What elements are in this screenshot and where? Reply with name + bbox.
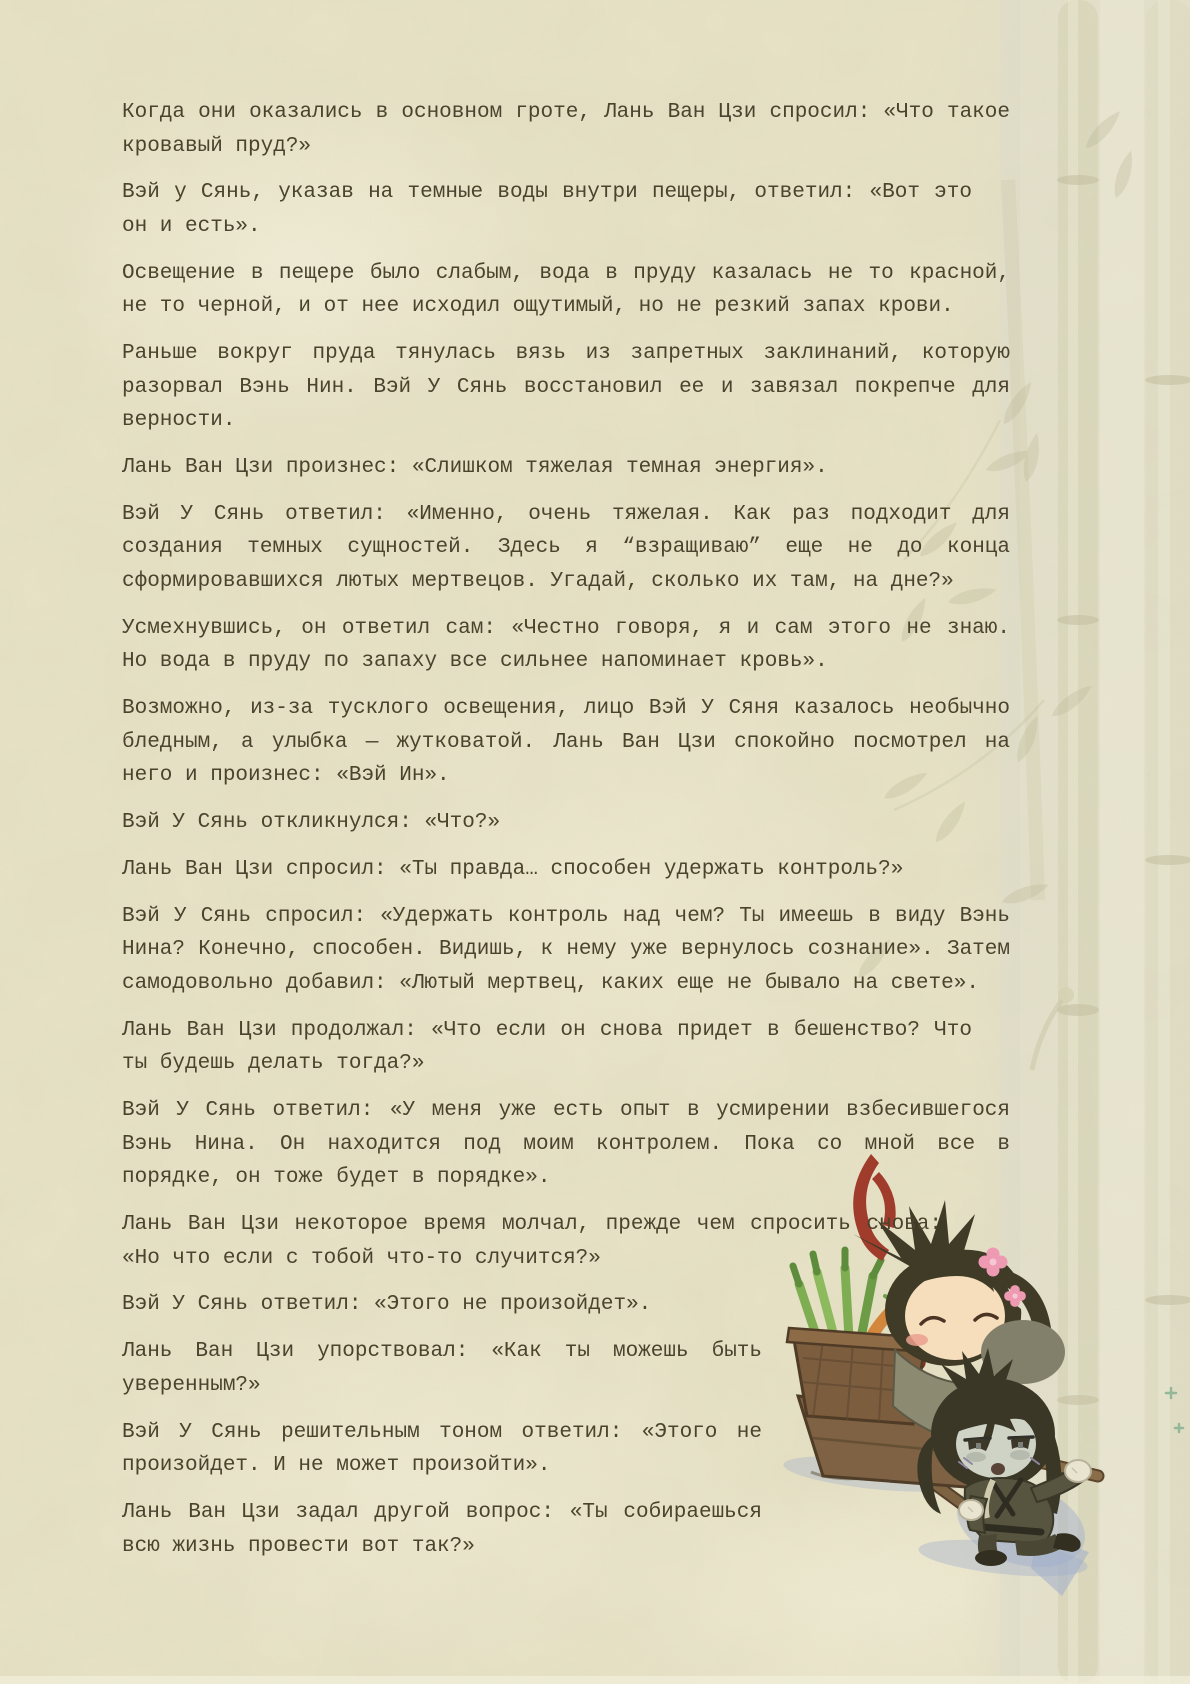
illustration-spacer bbox=[762, 1335, 1010, 1684]
paragraph: Лань Ван Цзи продолжал: «Что если он снова придет в бешенство? Что ты будешь делать тогда?» bbox=[122, 1018, 972, 1076]
paragraph: Лань Ван Цзи некоторое время молчал, прежде чем спросить снова: «Но что если с тобой что-то случится?» bbox=[122, 1213, 942, 1270]
paragraph: Усмехнувшись, он ответил сам: «Честно говоря, я и сам этого не знаю. Но вода в пруду по запаху все сильнее напоминает кровь». bbox=[122, 616, 1010, 674]
paragraph: Вэй У Сянь ответил: «Этого не произойдет». bbox=[122, 1293, 652, 1317]
story-text-column bbox=[122, 96, 1010, 1684]
paragraph: Вэй у Сянь, указав на темные воды внутри пещеры, ответил: «Вот это он и есть». bbox=[122, 181, 972, 238]
paragraph: Вэй У Сянь ответил: «У меня уже есть опыт в усмирении взбесившегося Вэнь Нина. Он находится под моим контролем. Пока со мной все в порядке, он тоже будет в порядке». bbox=[122, 1099, 1010, 1190]
paragraph: Лань Ван Цзи задал другой вопрос: «Ты собираешься всю жизнь провести вот так?» bbox=[122, 1500, 762, 1558]
paragraph: Вэй У Сянь откликнулся: «Что?» bbox=[122, 811, 501, 835]
paragraph: Раньше вокруг пруда тянулась вязь из запретных заклинаний, которую разорвал Вэнь Нин. Вэй У Сянь восстановил ее и завязал покрепче для верности. bbox=[122, 342, 1010, 433]
paragraph: Возможно, из-за тусклого освещения, лицо Вэй У Сяня казалось необычно бледным, а улыбка — жутковатой. Лань Ван Цзи спокойно посмотрел на него и произнес: «Вэй Ин». bbox=[122, 697, 1010, 788]
paragraph: Когда они оказались в основном гроте, Лань Ван Цзи спросил: «Что такое кровавый пруд?» bbox=[122, 101, 1010, 158]
paragraph: Лань Ван Цзи произнес: «Слишком тяжелая темная энергия». bbox=[122, 456, 828, 480]
paragraph: Лань Ван Цзи спросил: «Ты правда… способен удержать контроль?» bbox=[122, 857, 904, 881]
paragraph: Вэй У Сянь решительным тоном ответил: «Этого не произойдет. И не может произойти». bbox=[122, 1420, 762, 1478]
paragraph: Вэй У Сянь ответил: «Именно, очень тяжелая. Как раз подходит для создания темных сущностей. Здесь я “взращиваю” еще не до конца сформировавшихся лютых мертвецов. Угадай, сколько их там, на дне?» bbox=[122, 502, 1010, 594]
paragraph: Лань Ван Цзи упорствовал: «Как ты можешь быть уверенным?» bbox=[122, 1340, 762, 1397]
green-sparkles bbox=[1166, 1388, 1183, 1432]
paragraph: Вэй У Сянь спросил: «Удержать контроль над чем? Ты имеешь в виду Вэнь Нина? Конечно, способен. Видишь, к нему уже вернулось сознание». Затем самодовольно добавил: «Лютый мертвец, каких еще не бывало на свете». bbox=[122, 904, 1010, 995]
paragraph: Освещение в пещере было слабым, вода в пруду казалась не то красной, не то черной, и от нее исходил ощутимый, но не резкий запах крови. bbox=[122, 261, 1010, 319]
